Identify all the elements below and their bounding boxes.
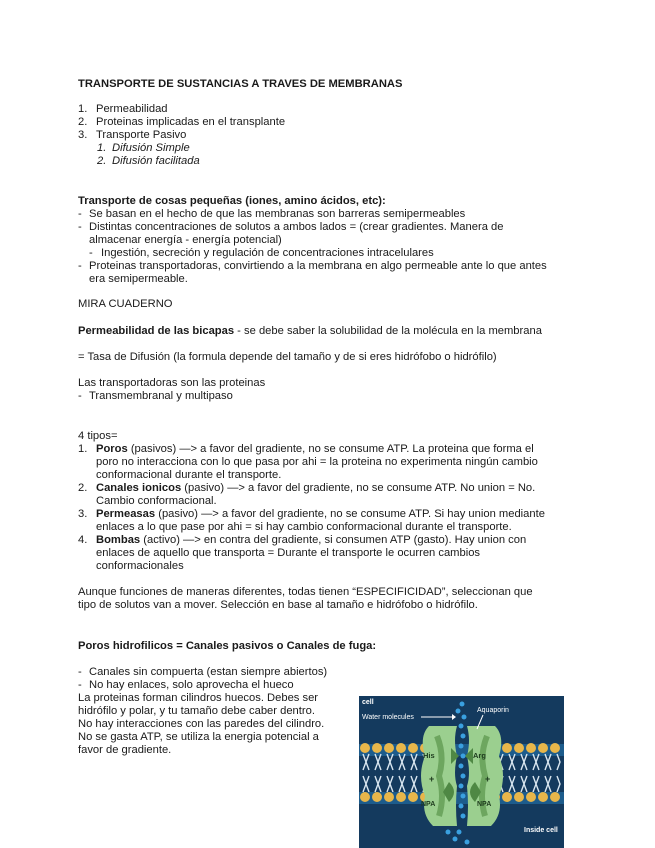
- bullet-text: almacenar energía - energía potencial): [89, 234, 282, 246]
- list-item: Difusión facilitada: [112, 155, 200, 167]
- paragraph: Las transportadoras son las proteinas: [78, 377, 266, 389]
- list-number: 2.: [97, 155, 107, 167]
- water-molecules-label: Water molecules: [362, 714, 414, 721]
- list-item: Difusión Simple: [112, 142, 190, 154]
- term: Canales ionicos: [96, 482, 182, 494]
- bullet-dash: -: [78, 221, 82, 233]
- list-number: 2.: [78, 116, 88, 128]
- list-item-continued: Cambio conformacional.: [96, 495, 217, 507]
- list-item: [96, 508, 545, 522]
- definition: (pasivo) —> a favor del gradiente, no se consume ATP. Si hay union mediante: [155, 508, 545, 520]
- bullet-text: Ingestión, secreción y regulación de concentraciones intracelulares: [101, 247, 434, 259]
- list-item-continued: conformacionales: [96, 560, 184, 572]
- definition: - se debe saber la solubilidad de la molécula en la membrana: [234, 325, 542, 337]
- list-item: Proteinas implicadas en el transplante: [96, 116, 286, 128]
- list-item: [96, 482, 535, 496]
- inside-cell-label: Inside cell: [524, 827, 558, 834]
- paragraph: hidrófilo y polar, y tu tamaño debe caber dentro.: [78, 705, 315, 717]
- list-item: Transporte Pasivo: [96, 129, 187, 141]
- term: Bombas: [96, 534, 141, 546]
- term: Permeasas: [96, 508, 156, 520]
- list-number: 1.: [97, 142, 107, 154]
- aquaporin-figure: [359, 696, 564, 848]
- arg-label: Arg: [473, 751, 486, 760]
- definition: (pasivo) —> a favor del gradiente, no se consume ATP. No union = No.: [181, 482, 536, 494]
- list-number: 3.: [78, 508, 88, 520]
- list-item-continued: enlaces a lo que pase por ahi = si hay cambio conformacional durante el transporte.: [96, 521, 512, 533]
- paragraph: = Tasa de Difusión (la formula depende del tamaño y de si eres hidrófobo o hidrófilo): [78, 351, 497, 363]
- paragraph: tipo de solutos van a mover. Selección en base al tamaño e hidrófobo o hidrófilo.: [78, 599, 478, 611]
- paragraph: Aunque funciones de maneras diferentes, todas tienen “ESPECIFICIDAD”, seleccionan que: [78, 586, 533, 598]
- bullet-dash: -: [78, 260, 82, 272]
- list-item: [96, 534, 526, 548]
- plus-sign: +: [429, 774, 435, 784]
- bullet-dash: -: [78, 679, 82, 691]
- bullet-text: Transmembranal y multipaso: [89, 390, 233, 402]
- aquaporin-label: Aquaporin: [477, 707, 509, 714]
- paragraph: favor de gradiente.: [78, 744, 172, 756]
- list-item-continued: enlaces de aquello que transporta = Durante el transporte le ocurren cambios: [96, 547, 481, 559]
- section-heading: Transporte de cosas pequeñas (iones, amino ácidos, etc):: [78, 195, 386, 207]
- bullet-dash: -: [78, 208, 82, 220]
- bullet-text: Distintas concentraciones de solutos a ambos lados = (crear gradientes. Manera de: [89, 221, 504, 233]
- list-number: 2.: [78, 482, 88, 494]
- his-label: His: [423, 751, 435, 760]
- npa-label: NPA: [477, 801, 492, 808]
- definition: (activo) —> en contra del gradiente, si consumen ATP (gasto). Hay union con: [140, 534, 527, 546]
- paragraph: No hay interacciones con las paredes del cilindro.: [78, 718, 325, 730]
- list-item-continued: poro no interacciona con lo que pasa por ahi = la proteina no experimenta ningún cambio: [96, 456, 538, 468]
- section-heading: Poros hidrofilicos = Canales pasivos o Canales de fuga:: [78, 640, 377, 652]
- paragraph: [78, 325, 542, 339]
- bullet-text: era semipermeable.: [89, 273, 188, 285]
- list-number: 1.: [78, 443, 88, 455]
- bullet-dash: -: [78, 390, 82, 402]
- npa-label: NPA: [421, 801, 436, 808]
- note: MIRA CUADERNO: [78, 298, 173, 310]
- bullet-dash: -: [78, 666, 82, 678]
- bullet-text: Canales sin compuerta (estan siempre abiertos): [89, 666, 328, 678]
- outside-cell-label: cell: [362, 699, 374, 706]
- paragraph: La proteinas forman cilindros huecos. Debes ser: [78, 692, 319, 704]
- aquaporin-illustration: [359, 696, 564, 848]
- bullet-text: No hay enlaces, solo aprovecha el hueco: [89, 679, 294, 691]
- plus-sign: +: [485, 774, 491, 784]
- list-number: 1.: [78, 103, 88, 115]
- paragraph: 4 tipos=: [78, 430, 118, 442]
- term: Poros: [96, 443, 128, 455]
- bullet-text: Se basan en el hecho de que las membranas son barreras semipermeables: [89, 208, 466, 220]
- list-number: 3.: [78, 129, 88, 141]
- list-item-continued: conformacional durante el transporte.: [96, 469, 282, 481]
- paragraph: No se gasta ATP, se utiliza la energia potencial a: [78, 731, 319, 743]
- list-item: Permeabilidad: [96, 103, 168, 115]
- bullet-text: Proteinas transportadoras, convirtiendo a la membrana en algo permeable ante lo que antes: [89, 260, 547, 272]
- page-title: TRANSPORTE DE SUSTANCIAS A TRAVES DE MEMBRANAS: [78, 78, 403, 90]
- list-number: 4.: [78, 534, 88, 546]
- list-item: [96, 443, 534, 457]
- bullet-dash: -: [89, 247, 93, 259]
- definition: (pasivos) —> a favor del gradiente, no se consume ATP. La proteina que forma el: [127, 443, 534, 455]
- term: Permeabilidad de las bicapas: [78, 325, 235, 337]
